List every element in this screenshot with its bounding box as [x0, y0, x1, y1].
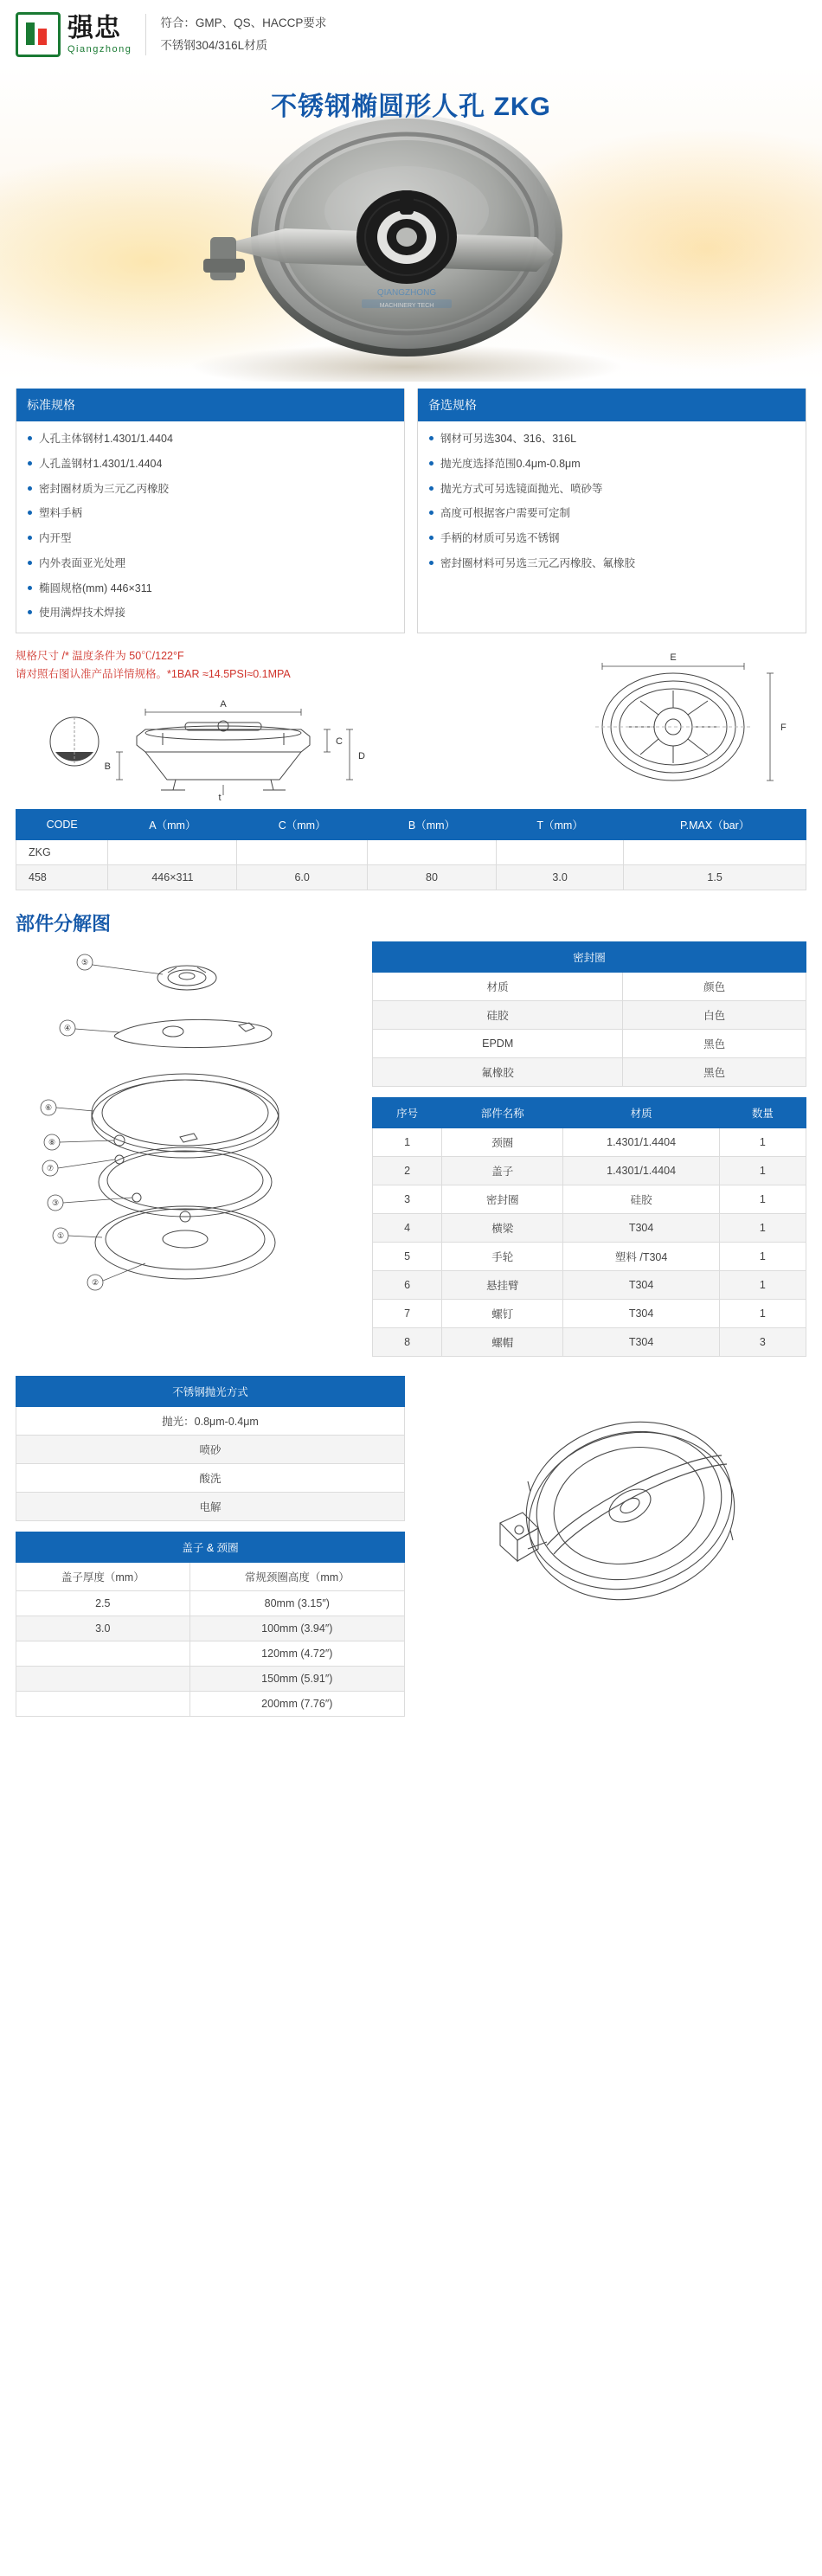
label-d: D	[358, 750, 365, 761]
header-divider	[145, 14, 146, 55]
cell: 2.5	[16, 1590, 190, 1616]
list-item: 钢材可另选304、316、316L	[418, 427, 806, 452]
product-photo	[0, 107, 822, 382]
optional-spec-card	[417, 389, 806, 633]
table-row	[373, 1057, 806, 1086]
col-cover-thickness: 盖子厚度（mm）	[16, 1562, 190, 1590]
cell: 5	[373, 1242, 442, 1270]
cell: 喷砂	[16, 1435, 405, 1463]
cell: 1	[719, 1242, 806, 1270]
callout-3: ③	[51, 1198, 60, 1207]
cell: 120mm (4.72″)	[189, 1641, 404, 1666]
col-material: 材质	[563, 1097, 719, 1127]
table-header-row	[16, 1532, 405, 1562]
cell	[237, 839, 368, 864]
list-item: 抛光方式可另选镜面抛光、喷砂等	[418, 477, 806, 502]
table-row	[373, 1000, 806, 1029]
brand-logo	[16, 12, 132, 57]
table-header-row	[373, 1097, 806, 1127]
cell: 螺帽	[442, 1327, 563, 1356]
col-a: A（mm）	[108, 809, 237, 839]
page-title: 不锈钢椭圆形人孔 ZKG	[271, 93, 551, 121]
top-view-drawing	[543, 647, 806, 799]
dimension-left	[16, 647, 535, 800]
list-item: 高度可根据客户需要可定制	[418, 501, 806, 526]
cell: 80	[367, 864, 496, 890]
cell: 酸洗	[16, 1463, 405, 1492]
dimension-section	[0, 633, 822, 800]
cell: 盖子	[442, 1156, 563, 1185]
cell: 1	[719, 1156, 806, 1185]
label-e: E	[670, 652, 677, 663]
cover-table	[16, 1532, 405, 1717]
cell: 3.0	[496, 864, 623, 890]
callout-5: ⑤	[80, 957, 89, 967]
list-item: 人孔盖钢材1.4301/1.4404	[16, 452, 404, 477]
cell: 氟橡胶	[373, 1057, 623, 1086]
label-f: F	[780, 723, 787, 733]
cell: 7	[373, 1299, 442, 1327]
list-item: 使用满焊技术焊接	[16, 601, 404, 626]
label-b: B	[104, 761, 111, 772]
svg-text:QIANGZHONG: QIANGZHONG	[376, 288, 437, 298]
cell: 1	[719, 1185, 806, 1213]
cell: 1.4301/1.4404	[563, 1127, 719, 1156]
table-row	[373, 1127, 806, 1156]
hero-banner	[0, 66, 822, 382]
compliance-line-1: 符合：GMP、QS、HACCP要求	[160, 16, 327, 30]
table-row	[16, 1691, 405, 1716]
standard-spec-title: 标准规格	[16, 389, 404, 421]
cell: 150mm (5.91″)	[189, 1666, 404, 1691]
list-item: 椭圆规格(mm) 446×311	[16, 576, 404, 601]
table-row	[16, 1590, 405, 1616]
cover-table-title: 盖子 & 颈圈	[16, 1532, 405, 1562]
cell: 密封圈	[442, 1185, 563, 1213]
table-subheader-row	[16, 1562, 405, 1590]
cell: 1	[719, 1270, 806, 1299]
cell	[16, 1691, 190, 1716]
list-item: 密封圈材料可另选三元乙丙橡胶、氟橡胶	[418, 551, 806, 576]
table-subheader-row	[373, 972, 806, 1000]
cell: 8	[373, 1327, 442, 1356]
table-header-row	[373, 941, 806, 972]
table-row	[373, 1029, 806, 1057]
seal-table	[372, 941, 806, 1087]
optional-spec-list	[418, 421, 806, 583]
table-header-row	[16, 1376, 405, 1406]
cell: 悬挂臂	[442, 1270, 563, 1299]
cell: 80mm (3.15″)	[189, 1590, 404, 1616]
list-item: 密封圈材质为三元乙丙橡胶	[16, 477, 404, 502]
cell: ZKG	[16, 839, 108, 864]
col-pmax: P.MAX（bar）	[624, 809, 806, 839]
cell: 横梁	[442, 1213, 563, 1242]
cell: 1	[719, 1213, 806, 1242]
cell: 1	[373, 1127, 442, 1156]
cell: T304	[563, 1299, 719, 1327]
cell: 黑色	[623, 1057, 806, 1086]
cell	[624, 839, 806, 864]
col-neck-height: 常规颈圈高度（mm）	[189, 1562, 404, 1590]
cell: 抛光：0.8μm-0.4μm	[16, 1406, 405, 1435]
callout-8: ⑧	[48, 1137, 56, 1147]
header-compliance-text	[160, 12, 326, 56]
col-color: 颜色	[623, 972, 806, 1000]
dimension-note	[16, 647, 535, 684]
callout-6: ⑥	[44, 1102, 53, 1112]
table-row	[16, 1435, 405, 1463]
col-material: 材质	[373, 972, 623, 1000]
cell: 3	[373, 1185, 442, 1213]
assembly-drawing	[417, 1376, 806, 1717]
cell: 2	[373, 1156, 442, 1185]
dimension-note-line-1: 规格尺寸 /* 温度条件为 50℃/122°F	[16, 650, 184, 662]
table-row	[16, 1666, 405, 1691]
exploded-drawing	[16, 941, 362, 1357]
cell: 螺钉	[442, 1299, 563, 1327]
table-row	[16, 1406, 405, 1435]
seal-table-title: 密封圈	[373, 941, 806, 972]
list-item: 内开型	[16, 526, 404, 551]
polish-table	[16, 1376, 405, 1521]
table-row	[373, 1213, 806, 1242]
col-t: T（mm）	[496, 809, 623, 839]
cell	[16, 1641, 190, 1666]
callout-4: ④	[63, 1023, 72, 1032]
list-item: 塑料手柄	[16, 501, 404, 526]
cell: 颈圈	[442, 1127, 563, 1156]
cell: 3	[719, 1327, 806, 1356]
table-row	[16, 839, 806, 864]
cell: EPDM	[373, 1029, 623, 1057]
exploded-tables	[372, 941, 806, 1357]
cell: 电解	[16, 1492, 405, 1520]
table-row	[16, 1463, 405, 1492]
compliance-line-2: 不锈钢304/316L材质	[160, 39, 268, 52]
table-row	[16, 1616, 405, 1641]
table-row	[373, 1156, 806, 1185]
cell: 白色	[623, 1000, 806, 1029]
dimension-right	[543, 647, 806, 800]
cell: T304	[563, 1213, 719, 1242]
cell: 1.5	[624, 864, 806, 890]
col-code: CODE	[16, 809, 108, 839]
cell: 446×311	[108, 864, 237, 890]
cell: 1	[719, 1299, 806, 1327]
exploded-section-title: 部件分解图	[16, 912, 112, 935]
cell: T304	[563, 1270, 719, 1299]
col-partname: 部件名称	[442, 1097, 563, 1127]
standard-spec-list	[16, 421, 404, 633]
table-row	[373, 1185, 806, 1213]
cell: 200mm (7.76″)	[189, 1691, 404, 1716]
cell: 4	[373, 1213, 442, 1242]
cell: 黑色	[623, 1029, 806, 1057]
parts-table	[372, 1097, 806, 1357]
cell: T304	[563, 1327, 719, 1356]
bottom-section	[0, 1357, 822, 1738]
table-row	[373, 1242, 806, 1270]
cell: 1.4301/1.4404	[563, 1156, 719, 1185]
svg-text:MACHINERY TECH: MACHINERY TECH	[379, 303, 434, 309]
table-row	[16, 864, 806, 890]
col-qty: 数量	[719, 1097, 806, 1127]
col-index: 序号	[373, 1097, 442, 1127]
dimension-note-line-2: 请对照右图认准产品详情规格。*1BAR ≈14.5PSI≈0.1MPA	[16, 668, 291, 681]
list-item: 内外表面亚光处理	[16, 551, 404, 576]
table-header-row	[16, 809, 806, 839]
section-drawing	[16, 688, 535, 800]
cell: 硅胶	[373, 1000, 623, 1029]
logo-mark-icon	[16, 12, 61, 57]
cell: 硅胶	[563, 1185, 719, 1213]
cell	[16, 1666, 190, 1691]
spec-columns	[0, 382, 822, 633]
col-b: B（mm）	[367, 809, 496, 839]
table-row	[373, 1270, 806, 1299]
table-row	[16, 1641, 405, 1666]
code-table	[16, 809, 806, 890]
table-row	[373, 1299, 806, 1327]
standard-spec-card	[16, 389, 405, 633]
list-item: 手柄的材质可另选不锈钢	[418, 526, 806, 551]
code-table-wrap	[0, 800, 822, 890]
exploded-section	[0, 941, 822, 1357]
label-a: A	[220, 698, 227, 710]
list-item: 抛光度选择范围0.4μm-0.8μm	[418, 452, 806, 477]
callout-1: ①	[56, 1230, 65, 1240]
cell: 6	[373, 1270, 442, 1299]
callout-7: ⑦	[46, 1163, 55, 1172]
bottom-left-tables	[16, 1376, 405, 1717]
cell: 100mm (3.94″)	[189, 1616, 404, 1641]
cell	[496, 839, 623, 864]
callout-2: ②	[91, 1277, 100, 1287]
cell: 手轮	[442, 1242, 563, 1270]
cell: 1	[719, 1127, 806, 1156]
table-row	[16, 1492, 405, 1520]
cell: 458	[16, 864, 108, 890]
cell: 3.0	[16, 1616, 190, 1641]
polish-table-title: 不锈钢抛光方式	[16, 1376, 405, 1406]
page-header	[0, 0, 822, 66]
optional-spec-title: 备选规格	[418, 389, 806, 421]
label-c: C	[336, 736, 343, 747]
logo-text-cn: 强忠	[67, 13, 121, 42]
col-c: C（mm）	[237, 809, 368, 839]
table-row	[373, 1327, 806, 1356]
cell	[367, 839, 496, 864]
label-t: t	[218, 792, 222, 800]
logo-text-en: Qiangzhong	[67, 43, 132, 55]
cell: 6.0	[237, 864, 368, 890]
cell: 塑料 /T304	[563, 1242, 719, 1270]
list-item: 人孔主体钢材1.4301/1.4404	[16, 427, 404, 452]
cell	[108, 839, 237, 864]
